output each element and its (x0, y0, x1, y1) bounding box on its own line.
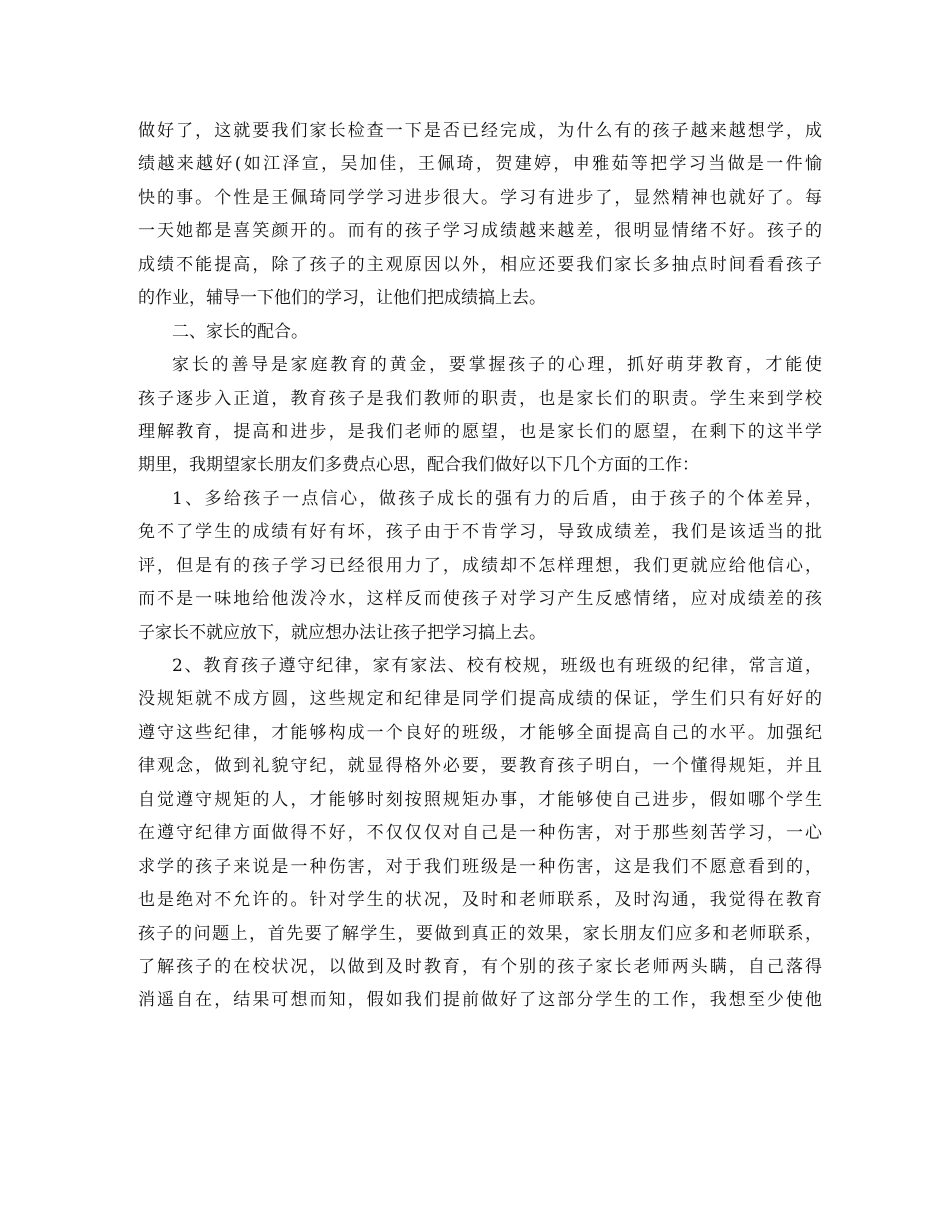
text-line: 遵守这些纪律，才能够构成一个良好的班级，才能够全面提高自己的水平。加强纪 (138, 722, 822, 743)
list-item-1: 1、多给孩子一点信心，做孩子成长的强有力的后盾，由于孩子的个体差异， (172, 488, 822, 509)
text-line: 也是绝对不允许的。针对学生的状况，及时和老师联系，及时沟通，我觉得在教育 (138, 890, 822, 911)
text-line: 期里，我期望家长朋友们多费点心思，配合我们做好以下几个方面的工作： (138, 455, 699, 476)
text-line: 做好了，这就要我们家长检查一下是否已经完成，为什么有的孩子越来越想学，成 (138, 121, 822, 141)
text-line: 消遥自在，结果可想而知，假如我们提前做好了这部分学生的工作，我想至少使他 (138, 990, 822, 1011)
text-line: 理解教育，提高和进步，是我们老师的愿望，也是家长们的愿望，在剩下的这半学 (138, 421, 822, 442)
text-line: 快的事。个性是王佩琦同学学习进步很大。学习有进步了，显然精神也就好了。每 (138, 187, 822, 208)
text-line: 律观念，做到礼貌守纪，就显得格外必要，要教育孩子明白，一个懂得规矩，并且 (138, 756, 822, 777)
text-line: 的作业，辅导一下他们的学习，让他们把成绩搞上去。 (138, 288, 546, 309)
text-line: 而不是一味地给他泼冷水，这样反而使孩子对学习产生反感情绪，应对成绩差的孩 (138, 589, 822, 610)
text-line: 没规矩就不成方圆，这些规定和纪律是同学们提高成绩的保证，学生们只有好好的 (138, 689, 822, 710)
text-line: 绩越来越好(如江泽宣，吴加佳，王佩琦，贺建婷，申雅茹等把学习当做是一件愉 (138, 154, 822, 175)
text-line: 孩子逐步入正道，教育孩子是我们教师的职责，也是家长们的职责。学生来到学校 (138, 388, 822, 409)
text-line: 免不了学生的成绩有好有坏，孩子由于不肯学习，导致成绩差，我们是该适当的批 (138, 522, 822, 543)
text-line: 评，但是有的孩子学习已经很用力了，成绩却不怎样理想，我们更就应给他信心， (138, 555, 822, 576)
text-line: 在遵守纪律方面做得不好，不仅仅仅对自己是一种伤害，对于那些刻苦学习，一心 (138, 823, 822, 844)
text-line: 了解孩子的在校状况，以做到及时教育，有个别的孩子家长老师两头瞒，自己落得 (138, 956, 822, 977)
list-item-2: 2、教育孩子遵守纪律，家有家法、校有校规，班级也有班级的纪律，常言道， (172, 656, 822, 676)
section-heading: 二、家长的配合。 (172, 321, 308, 342)
text-line: 成绩不能提高，除了孩子的主观原因以外，相应还要我们家长多抽点时间看看孩子 (138, 254, 822, 275)
text-line: 孩子的问题上，首先要了解学生，要做到真正的效果，家长朋友们应多和老师联系， (138, 923, 822, 944)
text-line: 求学的孩子来说是一种伤害，对于我们班级是一种伤害，这是我们不愿意看到的， (138, 856, 822, 877)
text-line: 子家长不就应放下，就应想办法让孩子把学习搞上去。 (138, 622, 546, 643)
document-body (138, 115, 822, 1018)
text-line: 家长的善导是家庭教育的黄金，要掌握孩子的心理，抓好萌芽教育，才能使 (172, 355, 822, 376)
text-line: 自觉遵守规矩的人，才能够时刻按照规矩办事，才能够使自己进步，假如哪个学生 (138, 789, 822, 810)
text-line: 一天她都是喜笑颜开的。而有的孩子学习成绩越来越差，很明显情绪不好。孩子的 (138, 221, 822, 242)
